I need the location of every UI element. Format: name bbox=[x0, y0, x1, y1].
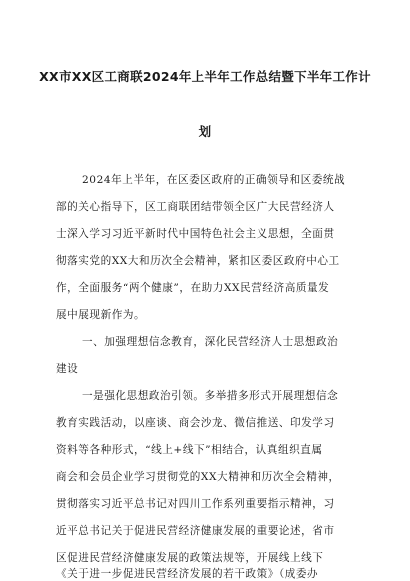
paragraph-line: 资料等各种形式，“线上+线下”相结合，认真组织直属 bbox=[56, 444, 323, 456]
paragraph-line: 展中展现新作为。 bbox=[56, 309, 146, 321]
section-heading: 一、加强理想信念教育，深化民营经济人士思想政治 bbox=[82, 336, 339, 348]
paragraph-line: 《关于进一步促进民营经济发展的若干政策》（成委办 bbox=[56, 568, 319, 580]
paragraph-line: 区促进民营经济健康发展的政策法规等，开展线上线下 bbox=[56, 552, 324, 564]
paragraph-line: 教育实践活动，以座谈、商会沙龙、微信推送、印发学习 bbox=[56, 417, 335, 429]
paragraph-line: 部的关心指导下，区工商联团结带领全区广大民营经济人 bbox=[56, 201, 335, 213]
paragraph-line: 彻落实党的XX大和历次全会精神，紧扣区委区政府中心工 bbox=[56, 255, 340, 267]
document-title: XX市XX区工商联2024年上半年工作总结暨下半年工作计 bbox=[39, 69, 371, 84]
section-heading-continued: 建设 bbox=[56, 363, 79, 375]
paragraph-line: 士深入学习习近平新时代中国特色社会主义思想，全面贯 bbox=[56, 228, 335, 240]
paragraph-line: 一是强化思想政治引领。多举措多形式开展理想信念 bbox=[82, 390, 339, 402]
paragraph-line: 贯彻落实习近平总书记对四川工作系列重要指示精神，习 bbox=[56, 498, 335, 510]
paragraph-line: 作，全面服务“两个健康”，在助力XX民营经济高质量发 bbox=[56, 282, 330, 294]
document-title-continued: 划 bbox=[198, 124, 212, 139]
paragraph-line: 近平总书记关于促进民营经济健康发展的重要论述，省市 bbox=[56, 525, 335, 537]
paragraph-line: 商会和会员企业学习贯彻党的XX大精神和历次全会精神， bbox=[56, 471, 340, 483]
paragraph-line: 2024年上半年，在区委区政府的正确领导和区委统战 bbox=[82, 174, 346, 186]
